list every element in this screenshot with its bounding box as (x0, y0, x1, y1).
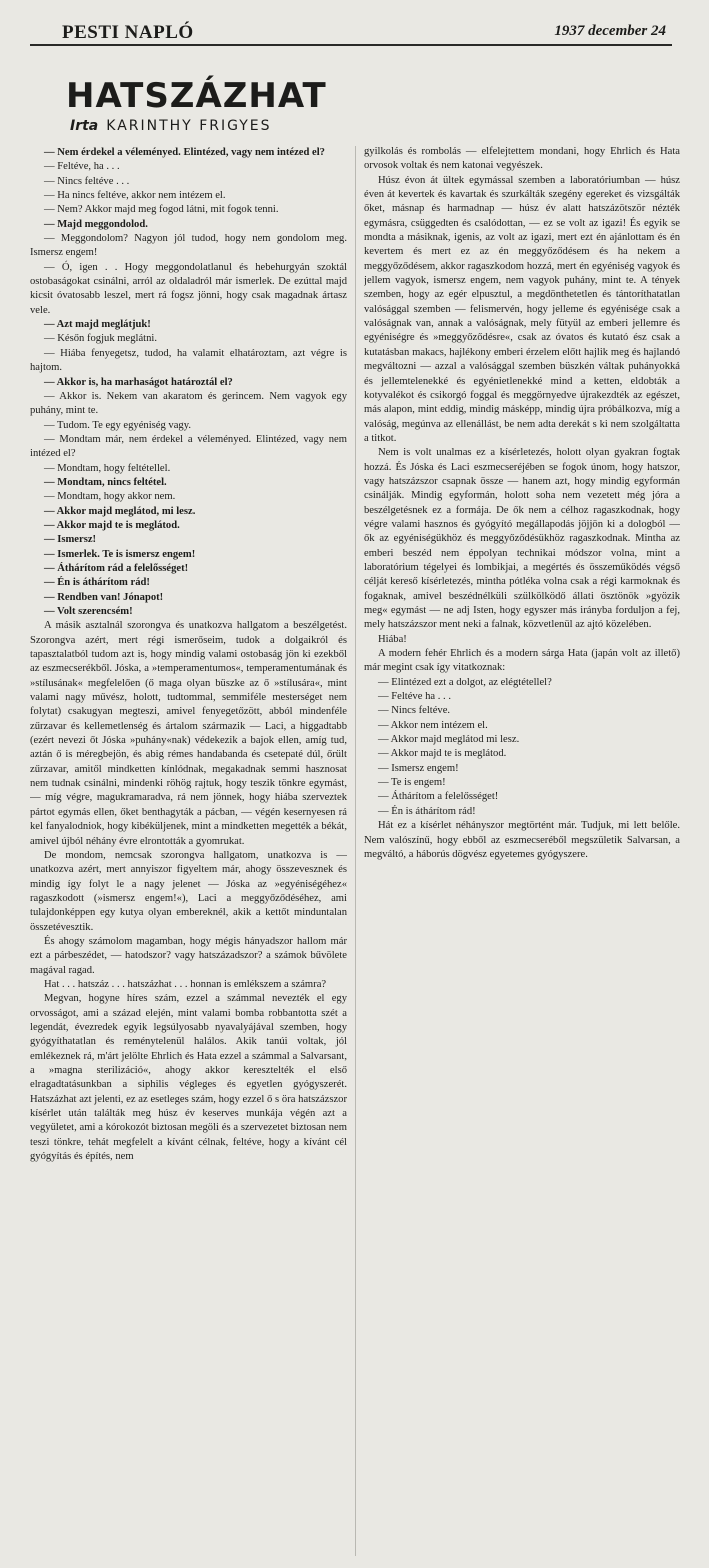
paragraph: — Azt majd meglátjuk! (44, 319, 151, 331)
paragraph: — Akkor is. Nekem van akaratom és gerincem. Nem vagyok egy puhány, mint te. (30, 390, 347, 417)
paragraph: gyilkolás és rombolás — elfelejtettem mondani, hogy Ehrlich és Hata orvosok voltak és nem katonai vegyészek. (364, 146, 680, 172)
paragraph: — Mondtam, hogy akkor nem. (44, 491, 176, 503)
paragraph: És ahogy számolom magamban, hogy mégis hányadszor hallom már ezt a párbeszédet, — hatodszor? vagy hatszázadszor? a számok bűvölete magával ragad. (30, 935, 347, 976)
paragraph: De mondom, nemcsak szorongva hallgatom, unatkozva is — unatkozva azért, mert annyiszor figyeltem már, ahogy összevesznek és mindig így folyt le a nagy jelenet — Jóska az »egyéniségéhez« ragaszkodott (»ismersz engem!«), Laci a meggyőződéséhez, ami tulajdonképpen egy kutya olyan embereknél, akik a kettőt minduntalan összetévesztik. (30, 849, 347, 933)
paragraph: — Későn fogjuk meglátni. (44, 333, 157, 345)
paragraph: — Ismersz engem! (378, 762, 459, 774)
paragraph: — Ismersz! (44, 534, 97, 546)
paragraph: — Akkor majd meglátod, mi lesz. (44, 505, 196, 517)
paragraph: — Feltéve, ha . . . (44, 161, 120, 173)
paragraph: — Én is áthárítom rád! (378, 805, 476, 817)
paragraph: — Áthárítom rád a felelősséget! (44, 562, 189, 574)
masthead-rule (30, 44, 672, 46)
paragraph: — Ismerlek. Te is ismersz engem! (44, 548, 196, 560)
issue-date: 1937 december 24 (554, 23, 666, 39)
paragraph: A másik asztalnál szorongva és unatkozva hallgatom a beszélgetést. Szorongva azért, mert régi ismerőseim, tudok a dolgaikról és tapasztalatból tudom azt is, hogy mindig valami ostobaság jön ki ezekből az eszmecserékből. Jóska, a »temperamentumos«, temperamentumának és »stílusának« megfelelően (ő maga olyan büszke az ő »stílusára«, mint valami nagy művész, holott, tudtommal, semmiféle mesterséget nem folytat) csakugyan megteszi, amivel fenyegetőzött, abból mindenféle zűrzavar és kellemetlenség és ártalom származik — Laci, a higgadtabb (ezért nevezi őt Jóska »puhány«nak) védekezik a bajok ellen, amíg tud, aztán ő is méregbejön, és abig rémes handabanda és csetepaté dúl, őrült zűrzavar, amitől mindketten kínlódnak, megakadnak semmi hasznosat nem tudnak csinálni, mindenki röhög rajtuk, hogy teszik tönkre egymást, — míg végre, magukramaradva, rá nem jönnek, hogy hiába szerveztek pártot egymás ellen, őket benthagyták a pácban, — végén kesernyesen rá kel fanyalodniok, hogy kibéküljenek, mint a mindketten megették a békát, amivel újból néhány évre elrontották a gyomrukat. (30, 620, 347, 847)
column-divider (355, 146, 356, 1556)
paragraph: — Ó, igen . . Hogy meggondolatlanul és hebehurgyán szoktál ostobaságokat csinálni, arról az oldaladról már ismerlek. De ezúttal majd kicsit óvatosabb leszel, mert rá fogsz jönni, hogy csak magadnak ártasz vele. (30, 261, 347, 316)
paragraph: — Volt szerencsém! (44, 606, 133, 617)
byline-prefix: Irta (70, 118, 99, 134)
paragraph: Megvan, hogyne híres szám, ezzel a számmal nevezték el egy orvosságot, ami a század elején, mint valami bomba robbantotta szét a legendát, évezredek egyik legsúlyosabb nyavalyájával szemben, hogy gyógyíthatatlan és reménytelenül halálos. Akik tanúi voltak, jól emlékeznek rá, m'árt jelölte Ehrlich és Hata ezzel a számmal a Salvarsant, a »magna sterilizáció«, ahogy akkor keresztelték el első elragadtatásunkban a siphilis végleges és egyetlen gyógyszerét. Hatszázhat azt jelenti, ez az esetleges szám, hogy ezzel ő s öra hatszázszor kísérlet után találták meg húsz év keserves munkája végén azt a vegyületet, ami a kórokozót biztosan megöli és a szervezetet biztosan nem teszi tönkre, tehát megfelelt a kívánt célnak, feltéve, hogy a kívánt cél gyógyítás és építés, nem (30, 993, 347, 1163)
paragraph: — Akkor majd te is meglátod. (378, 748, 507, 760)
paragraph: — Nem érdekel a véleményed. Elintézed, vagy nem intézed el? (44, 147, 325, 158)
paragraph: Hiába! (378, 633, 407, 645)
paragraph: — Elintézed ezt a dolgot, az elégtétellel? (378, 676, 552, 688)
article-title: HATSZÁZHAT (66, 76, 327, 116)
paragraph: — Mondtam, hogy feltétellel. (44, 462, 171, 474)
left-column (30, 146, 347, 1560)
paragraph: — Akkor nem intézem el. (378, 719, 488, 731)
paragraph: Hat . . . hatszáz . . . hatszázhat . . . honnan is emlékszem a számra? (44, 978, 327, 990)
paragraph: — Ha nincs feltéve, akkor nem intézem el. (44, 190, 226, 202)
paragraph: — Te is engem! (378, 777, 446, 789)
paragraph: Húsz évon át ültek egymással szemben a laboratóriumban — húsz éven át kevertek és kavartak és szurkálták szegény egereket és vizsgálták őket, másnap és harmadnap — húsz év alatt hatszázötször nézték egymásra, csüggedten és csalódottan, — ez se volt az igazi! És egyik se mondta a másiknak, igenis, az volt az igazi, mert ezt én ajánlottam és én kevertem és mert ez az én meggyőződésem és ha nekem a meggyőződésem, akkor ragaszkodom hozzá, mert én egyéniség vagyok és jellem vagyok, ismersz engem, nem vagyok puhány, mint te. A tények szemben, hogy az egér elpusztul, a megdönthetetlen és tántoríthatatlan valósággal szemben — felismervén, hogy jelleme és egyénisége csak a valóságnak van, annak a valóságnak, mely fütyül az emberi jellemre és egyéniségre és »meggyőződésre«, csak az óvatos és kutató ész csak a kutatásban makacs, hajlékony emberi érzelem előtt hajlik meg és hajlandó megváltozni — azzal a valósággal szemben büszkén váltak puhányokká és jellemtelenekké és egyénietlenekké mind a ketten, eldobták a kotyvalékot és csikorgó foggal és meggörnyedve újrakezdték az egészet, más alapon, mint eddig, mindig másképp, mindig újra próbálkozva, míg a valóság, megúnva az ellenállást, be nem adta derekát s ki nem szolgáltatta a titkot. (364, 174, 680, 444)
paragraph: Nem is volt unalmas ez a kísérletezés, holott olyan gyakran fogtak hozzá. És Jóska és Laci eszmecseréjében se fogok únom, hogy hatszor, vagy hatszázszor csapnak össze — hanem azt, hogy mindig egyformán csinálják. Mindig egyformán, holott soha nem vezetett még jóra a beszélgetésnek ez a formája. De ők nem a célhoz ragaszkodnak, hogy végre valami hasznos és gyógyító megállapodás jöjjön ki a dologból — ők az egyéniségükhöz és meggyőződésükhöz ragaszkodnak. Mintha az emberi beszéd nem éppolyan technikai módszor volna, mint a laboratórium tégelyei és lombikjai, a megértés és összeműködés végső célját kereső kísérletezés, mintha pótléka volna csak a régi karmoknak és fogaknak, amivel beszédnélküli szülkölködő állati ösztönök »gyözik meg« egymást — ne adj Isten, hogy egyszer más irányba forduljon a fej, mely hatszázszor ment neki a falnak, közvetlenül az ajtó közelében. (364, 447, 680, 631)
paragraph: — Nincs feltéve . . . (44, 175, 130, 187)
paragraph: — Meggondolom? Nagyon jól tudod, hogy nem gondolom meg. Ismersz engem! (30, 233, 347, 259)
paragraph: — Én is áthárítom rád! (44, 577, 150, 589)
right-column (364, 145, 680, 1195)
paragraph: — Hiába fenyegetsz, tudod, ha valamit elhatároztam, azt végre is hajtom. (30, 347, 347, 374)
paragraph: — Majd meggondolod. (44, 218, 148, 230)
paragraph: — Nincs feltéve. (378, 705, 451, 717)
paragraph: — Mondtam már, nem érdekel a véleményed. Elintézed, vagy nem intézed el? (30, 433, 347, 460)
paragraph: — Mondtam, nincs feltétel. (44, 476, 167, 488)
paragraph: — Akkor majd te is meglátod. (44, 519, 180, 531)
author-name: KARINTHY FRIGYES (106, 118, 272, 134)
paragraph: Hát ez a kísérlet néhányszor megtörtént már. Tudjuk, mi lett belőle. Nem valószínű, hogy ebből az eszmecseréből megszületik Salvarsan, a megváltó, a háborús dögvész egyetemes gyógyszere. (364, 820, 680, 860)
paragraph: — Feltéve ha . . . (378, 691, 451, 703)
paragraph: — Akkor is, ha marhaságot határoztál el? (44, 376, 233, 388)
paragraph: — Akkor majd meglátod mi lesz. (378, 734, 520, 746)
paragraph: — Nem? Akkor majd meg fogod látni, mit fogok tenni. (44, 204, 279, 216)
paragraph: A modern fehér Ehrlich és a modern sárga Hata (japán volt az illető) már megint csak így vitatkoznak: (364, 648, 680, 674)
paragraph: — Tudom. Te egy egyéniség vagy. (44, 419, 191, 431)
paragraph: — Áthárítom a felelősséget! (378, 791, 499, 803)
paragraph: — Rendben van! Jónapot! (44, 591, 164, 603)
byline (70, 118, 272, 134)
newspaper-name: PESTI NAPLÓ (62, 22, 194, 43)
masthead (30, 0, 672, 46)
